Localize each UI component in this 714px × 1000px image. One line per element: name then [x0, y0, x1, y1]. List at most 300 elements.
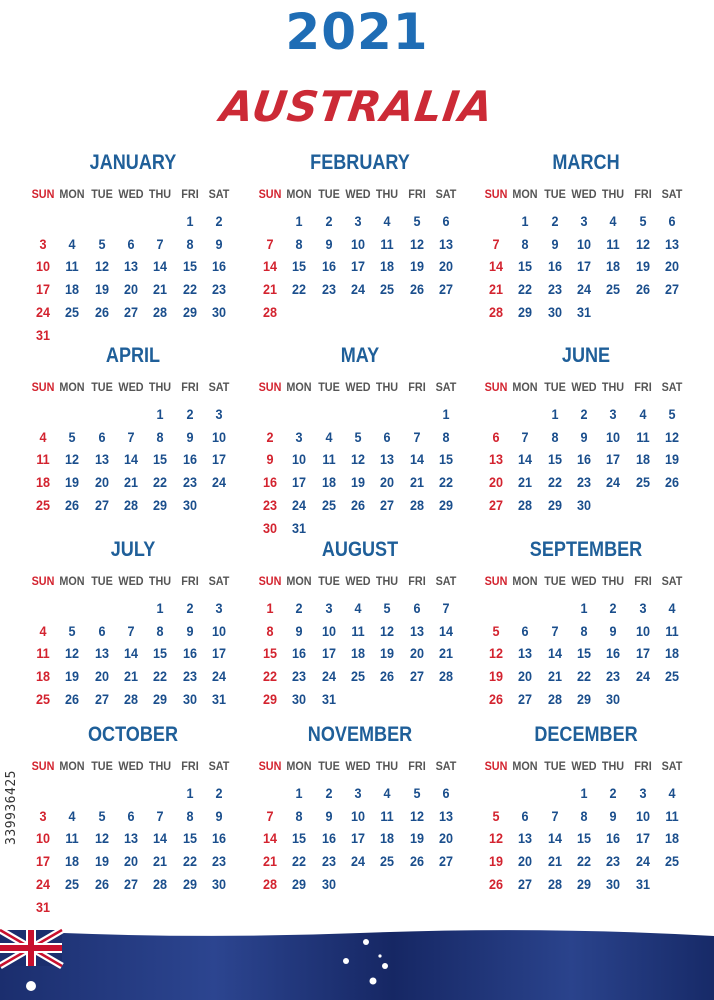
day-cell: 19 [488, 668, 504, 685]
day-cell: 16 [211, 830, 226, 847]
day-cell: 13 [664, 235, 679, 252]
day-cell: 5 [383, 600, 391, 616]
weekday-sun: SUN [258, 380, 282, 394]
day-cell: 4 [638, 406, 647, 422]
day-cell: 15 [576, 645, 591, 662]
weekday-thu: THU [602, 380, 625, 394]
month-title: SEPTEMBER [529, 538, 643, 561]
day-cell: 20 [123, 853, 138, 870]
weekday-sun: SUN [31, 380, 55, 394]
day-cell: 26 [65, 496, 80, 513]
day-cell: 2 [295, 600, 303, 616]
day-cell: 16 [321, 258, 336, 275]
day-cell: 24 [292, 496, 307, 513]
day-cell: 1 [185, 213, 194, 229]
day-cell: 30 [211, 875, 226, 892]
day-cell: 7 [156, 807, 164, 824]
day-cell: 29 [292, 875, 307, 892]
weekday-wed: WED [571, 759, 597, 773]
day-cell: 15 [518, 258, 533, 275]
day-cell: 10 [635, 807, 650, 824]
weekday-fri: FRI [633, 574, 652, 588]
day-cell: 9 [551, 235, 559, 252]
weekday-wed: WED [571, 380, 597, 394]
day-cell: 29 [182, 303, 197, 320]
weekday-sat: SAT [435, 187, 457, 201]
day-cell: 23 [182, 474, 197, 491]
weekday-wed: WED [345, 574, 371, 588]
day-cell: 7 [551, 622, 559, 639]
day-cell: 4 [383, 213, 391, 229]
day-cell: 30 [292, 690, 307, 707]
day-cell: 19 [380, 645, 395, 662]
weekday-sat: SAT [208, 759, 230, 773]
weekday-fri: FRI [180, 380, 199, 394]
weekday-fri: FRI [407, 187, 426, 201]
year-title: 2021 [285, 3, 429, 61]
day-cell: 11 [665, 622, 679, 639]
day-cell: 28 [262, 875, 278, 892]
day-cell: 31 [211, 690, 226, 707]
day-cell: 5 [412, 785, 421, 801]
day-cell: 8 [580, 807, 588, 824]
month-title: FEBRUARY [310, 151, 410, 174]
day-cell: 22 [576, 853, 591, 870]
weekday-wed: WED [118, 380, 144, 394]
day-cell: 19 [488, 853, 504, 870]
day-cell: 28 [123, 690, 138, 707]
day-cell: 12 [488, 645, 504, 662]
day-cell: 1 [185, 785, 194, 801]
day-cell: 19 [65, 474, 80, 491]
day-cell: 14 [153, 830, 168, 847]
day-cell: 28 [262, 303, 278, 320]
day-cell: 27 [123, 303, 138, 320]
month-title: JANUARY [89, 151, 177, 174]
day-cell: 7 [492, 235, 500, 252]
day-cell: 29 [518, 303, 533, 320]
day-cell: 21 [547, 853, 562, 870]
day-cell: 20 [94, 668, 109, 685]
day-cell: 13 [518, 645, 533, 662]
month-title: MARCH [552, 151, 620, 174]
day-cell: 19 [94, 281, 109, 298]
weekday-sat: SAT [661, 759, 683, 773]
day-cell: 16 [606, 645, 621, 662]
day-cell: 21 [518, 474, 533, 491]
day-cell: 5 [412, 213, 421, 229]
day-cell: 28 [547, 690, 562, 707]
day-cell: 12 [94, 258, 109, 275]
day-cell: 4 [354, 600, 362, 616]
day-cell: 28 [409, 496, 424, 513]
day-cell: 8 [156, 428, 164, 445]
day-cell: 24 [606, 474, 621, 491]
day-cell: 9 [609, 622, 617, 639]
day-cell: 21 [488, 281, 504, 298]
day-cell: 23 [321, 281, 336, 298]
weekday-sat: SAT [435, 380, 457, 394]
weekday-sun: SUN [484, 759, 508, 773]
day-cell: 30 [547, 303, 562, 320]
day-cell: 20 [409, 645, 424, 662]
day-cell: 22 [182, 281, 197, 298]
day-cell: 21 [153, 281, 168, 298]
day-cell: 14 [153, 258, 168, 275]
day-cell: 6 [127, 235, 135, 252]
day-cell: 6 [383, 428, 391, 445]
day-cell: 21 [123, 474, 138, 491]
day-cell: 20 [664, 258, 679, 275]
day-cell: 18 [380, 830, 395, 847]
day-cell: 4 [383, 785, 391, 801]
day-cell: 12 [488, 830, 504, 847]
day-cell: 25 [65, 875, 80, 892]
day-cell: 14 [438, 622, 453, 639]
day-cell: 17 [635, 645, 650, 662]
day-cell: 26 [94, 303, 109, 320]
day-cell: 25 [35, 690, 51, 707]
day-cell: 23 [292, 668, 307, 685]
day-cell: 21 [409, 474, 424, 491]
day-cell: 12 [635, 235, 650, 252]
day-cell: 30 [262, 519, 278, 536]
day-cell: 5 [98, 235, 106, 252]
day-cell: 30 [182, 690, 197, 707]
day-cell: 27 [123, 875, 138, 892]
weekday-wed: WED [345, 187, 371, 201]
day-cell: 28 [153, 875, 168, 892]
weekday-sun: SUN [31, 574, 55, 588]
day-cell: 25 [606, 281, 621, 298]
day-cell: 26 [488, 690, 504, 707]
day-cell: 20 [518, 668, 533, 685]
day-cell: 2 [266, 428, 274, 445]
day-cell: 23 [182, 668, 197, 685]
day-cell: 11 [380, 807, 394, 824]
day-cell: 12 [65, 451, 80, 468]
weekday-thu: THU [602, 187, 625, 201]
weekday-fri: FRI [633, 187, 652, 201]
day-cell: 13 [380, 451, 395, 468]
day-cell: 24 [350, 281, 365, 298]
day-cell: 11 [351, 622, 365, 639]
weekday-tue: TUE [90, 380, 113, 394]
day-cell: 25 [321, 496, 336, 513]
day-cell: 20 [438, 258, 453, 275]
month-title: JUNE [561, 344, 611, 367]
day-cell: 17 [350, 258, 365, 275]
day-cell: 14 [547, 830, 562, 847]
day-cell: 10 [35, 830, 51, 847]
day-cell: 21 [547, 668, 562, 685]
day-cell: 25 [350, 668, 365, 685]
day-cell: 17 [35, 281, 51, 298]
weekday-thu: THU [602, 759, 625, 773]
day-cell: 14 [123, 645, 138, 662]
day-cell: 10 [635, 622, 650, 639]
day-cell: 12 [94, 830, 109, 847]
day-cell: 15 [576, 830, 591, 847]
weekday-sat: SAT [208, 380, 230, 394]
day-cell: 10 [350, 807, 365, 824]
day-cell: 8 [185, 235, 194, 252]
day-cell: 9 [185, 622, 194, 639]
day-cell: 26 [350, 496, 365, 513]
day-cell: 23 [606, 853, 621, 870]
day-cell: 24 [35, 875, 51, 892]
day-cell: 21 [262, 853, 278, 870]
day-cell: 22 [262, 668, 278, 685]
day-cell: 17 [292, 474, 307, 491]
weekday-tue: TUE [90, 759, 113, 773]
day-cell: 28 [518, 496, 533, 513]
day-cell: 27 [409, 668, 424, 685]
day-cell: 5 [68, 428, 76, 445]
day-cell: 22 [518, 281, 533, 298]
day-cell: 14 [518, 451, 533, 468]
day-cell: 1 [580, 785, 588, 801]
day-cell: 5 [492, 807, 500, 824]
weekday-fri: FRI [407, 759, 426, 773]
day-cell: 3 [215, 600, 223, 616]
day-cell: 13 [123, 258, 138, 275]
day-cell: 31 [292, 519, 307, 536]
day-cell: 8 [295, 807, 303, 824]
day-cell: 7 [266, 235, 274, 252]
day-cell: 6 [442, 213, 450, 229]
day-cell: 13 [123, 830, 138, 847]
day-cell: 15 [262, 645, 278, 662]
day-cell: 24 [35, 303, 51, 320]
day-cell: 26 [409, 853, 424, 870]
australian-flag [0, 928, 714, 1000]
month-title: MAY [340, 344, 380, 367]
day-cell: 12 [65, 645, 80, 662]
day-cell: 29 [182, 875, 197, 892]
day-cell: 3 [295, 428, 303, 445]
day-cell: 3 [354, 785, 362, 801]
day-cell: 22 [153, 474, 168, 491]
day-cell: 12 [409, 235, 424, 252]
day-cell: 5 [638, 213, 647, 229]
day-cell: 4 [668, 785, 676, 801]
day-cell: 22 [547, 474, 562, 491]
day-cell: 18 [35, 668, 51, 685]
day-cell: 9 [215, 235, 223, 252]
day-cell: 8 [185, 807, 194, 824]
weekday-sat: SAT [661, 574, 683, 588]
weekday-wed: WED [118, 759, 144, 773]
day-cell: 13 [438, 235, 453, 252]
day-cell: 27 [438, 853, 453, 870]
day-cell: 24 [576, 281, 591, 298]
day-cell: 26 [65, 690, 80, 707]
day-cell: 14 [488, 258, 504, 275]
day-cell: 11 [635, 428, 650, 445]
day-cell: 7 [266, 807, 274, 824]
day-cell: 18 [664, 830, 679, 847]
day-cell: 19 [94, 853, 109, 870]
day-cell: 9 [295, 622, 303, 639]
day-cell: 1 [156, 406, 164, 422]
day-cell: 22 [153, 668, 168, 685]
day-cell: 16 [547, 258, 562, 275]
day-cell: 13 [409, 622, 424, 639]
day-cell: 11 [321, 451, 336, 468]
day-cell: 7 [521, 428, 529, 445]
weekday-mon: MON [59, 574, 85, 588]
day-cell: 30 [321, 875, 336, 892]
weekday-sat: SAT [435, 574, 457, 588]
day-cell: 13 [438, 807, 453, 824]
weekday-sun: SUN [484, 187, 508, 201]
day-cell: 11 [380, 235, 394, 252]
day-cell: 9 [325, 807, 333, 824]
day-cell: 1 [295, 785, 303, 801]
day-cell: 21 [153, 853, 168, 870]
day-cell: 13 [518, 830, 533, 847]
day-cell: 3 [215, 406, 223, 422]
weekday-thu: THU [149, 574, 172, 588]
day-cell: 6 [98, 428, 106, 445]
day-cell: 3 [39, 235, 47, 252]
month-title: OCTOBER [88, 723, 178, 746]
day-cell: 19 [350, 474, 365, 491]
day-cell: 11 [665, 807, 679, 824]
day-cell: 8 [580, 622, 588, 639]
day-cell: 8 [266, 622, 274, 639]
day-cell: 3 [325, 600, 333, 616]
day-cell: 9 [325, 235, 333, 252]
weekday-sun: SUN [484, 574, 508, 588]
union-jack [0, 930, 62, 966]
day-cell: 7 [442, 600, 450, 616]
day-cell: 24 [321, 668, 336, 685]
weekday-thu: THU [376, 380, 399, 394]
day-cell: 13 [94, 451, 109, 468]
day-cell: 16 [321, 830, 336, 847]
day-cell: 17 [635, 830, 650, 847]
day-cell: 15 [182, 830, 197, 847]
day-cell: 5 [354, 428, 362, 445]
day-cell: 6 [521, 622, 529, 639]
day-cell: 27 [380, 496, 395, 513]
day-cell: 18 [606, 258, 621, 275]
day-cell: 3 [638, 785, 647, 801]
weekday-wed: WED [345, 759, 371, 773]
day-cell: 20 [488, 474, 504, 491]
day-cell: 30 [606, 690, 621, 707]
day-cell: 10 [211, 622, 226, 639]
day-cell: 14 [262, 258, 278, 275]
day-cell: 29 [438, 496, 453, 513]
day-cell: 2 [325, 785, 333, 801]
day-cell: 20 [94, 474, 109, 491]
day-cell: 17 [35, 853, 51, 870]
weekday-wed: WED [345, 380, 371, 394]
day-cell: 29 [262, 690, 278, 707]
day-cell: 11 [606, 235, 620, 252]
weekday-tue: TUE [317, 759, 340, 773]
weekday-mon: MON [512, 759, 538, 773]
day-cell: 13 [94, 645, 109, 662]
day-cell: 6 [127, 807, 135, 824]
weekday-mon: MON [512, 380, 538, 394]
day-cell: 2 [215, 785, 223, 801]
day-cell: 6 [668, 213, 676, 229]
day-cell: 16 [211, 258, 226, 275]
day-cell: 22 [292, 853, 307, 870]
day-cell: 18 [321, 474, 336, 491]
day-cell: 26 [94, 875, 109, 892]
day-cell: 28 [438, 668, 453, 685]
day-cell: 31 [635, 875, 650, 892]
day-cell: 2 [580, 406, 588, 422]
day-cell: 16 [182, 645, 197, 662]
day-cell: 6 [442, 785, 450, 801]
day-cell: 3 [580, 213, 588, 229]
day-cell: 24 [635, 853, 650, 870]
day-cell: 9 [215, 807, 223, 824]
weekday-tue: TUE [543, 759, 566, 773]
day-cell: 23 [262, 496, 278, 513]
weekday-fri: FRI [180, 187, 199, 201]
day-cell: 1 [521, 213, 529, 229]
weekday-tue: TUE [543, 380, 566, 394]
day-cell: 15 [292, 258, 307, 275]
day-cell: 20 [380, 474, 395, 491]
day-cell: 19 [635, 258, 650, 275]
day-cell: 24 [211, 474, 226, 491]
day-cell: 19 [409, 830, 424, 847]
day-cell: 10 [606, 428, 621, 445]
day-cell: 11 [65, 258, 79, 275]
month-title: DECEMBER [534, 723, 638, 746]
day-cell: 5 [68, 622, 76, 639]
weekday-mon: MON [286, 187, 312, 201]
day-cell: 13 [488, 451, 504, 468]
weekday-thu: THU [376, 574, 399, 588]
day-cell: 23 [321, 853, 336, 870]
day-cell: 1 [551, 406, 559, 422]
day-cell: 4 [68, 235, 76, 252]
day-cell: 25 [65, 303, 80, 320]
weekday-sat: SAT [208, 574, 230, 588]
day-cell: 2 [215, 213, 223, 229]
day-cell: 31 [576, 303, 591, 320]
month-title: NOVEMBER [307, 723, 413, 746]
day-cell: 2 [609, 785, 617, 801]
weekday-thu: THU [149, 380, 172, 394]
weekday-sat: SAT [208, 187, 230, 201]
day-cell: 28 [488, 303, 504, 320]
weekday-thu: THU [602, 574, 625, 588]
day-cell: 1 [156, 600, 164, 616]
day-cell: 17 [321, 645, 336, 662]
day-cell: 22 [438, 474, 453, 491]
day-cell: 30 [182, 496, 197, 513]
weekday-sun: SUN [31, 187, 55, 201]
weekday-fri: FRI [180, 759, 199, 773]
day-cell: 9 [580, 428, 588, 445]
day-cell: 18 [635, 451, 650, 468]
day-cell: 7 [127, 622, 135, 639]
day-cell: 3 [39, 807, 47, 824]
day-cell: 15 [182, 258, 197, 275]
day-cell: 11 [65, 830, 79, 847]
weekday-sun: SUN [258, 187, 282, 201]
